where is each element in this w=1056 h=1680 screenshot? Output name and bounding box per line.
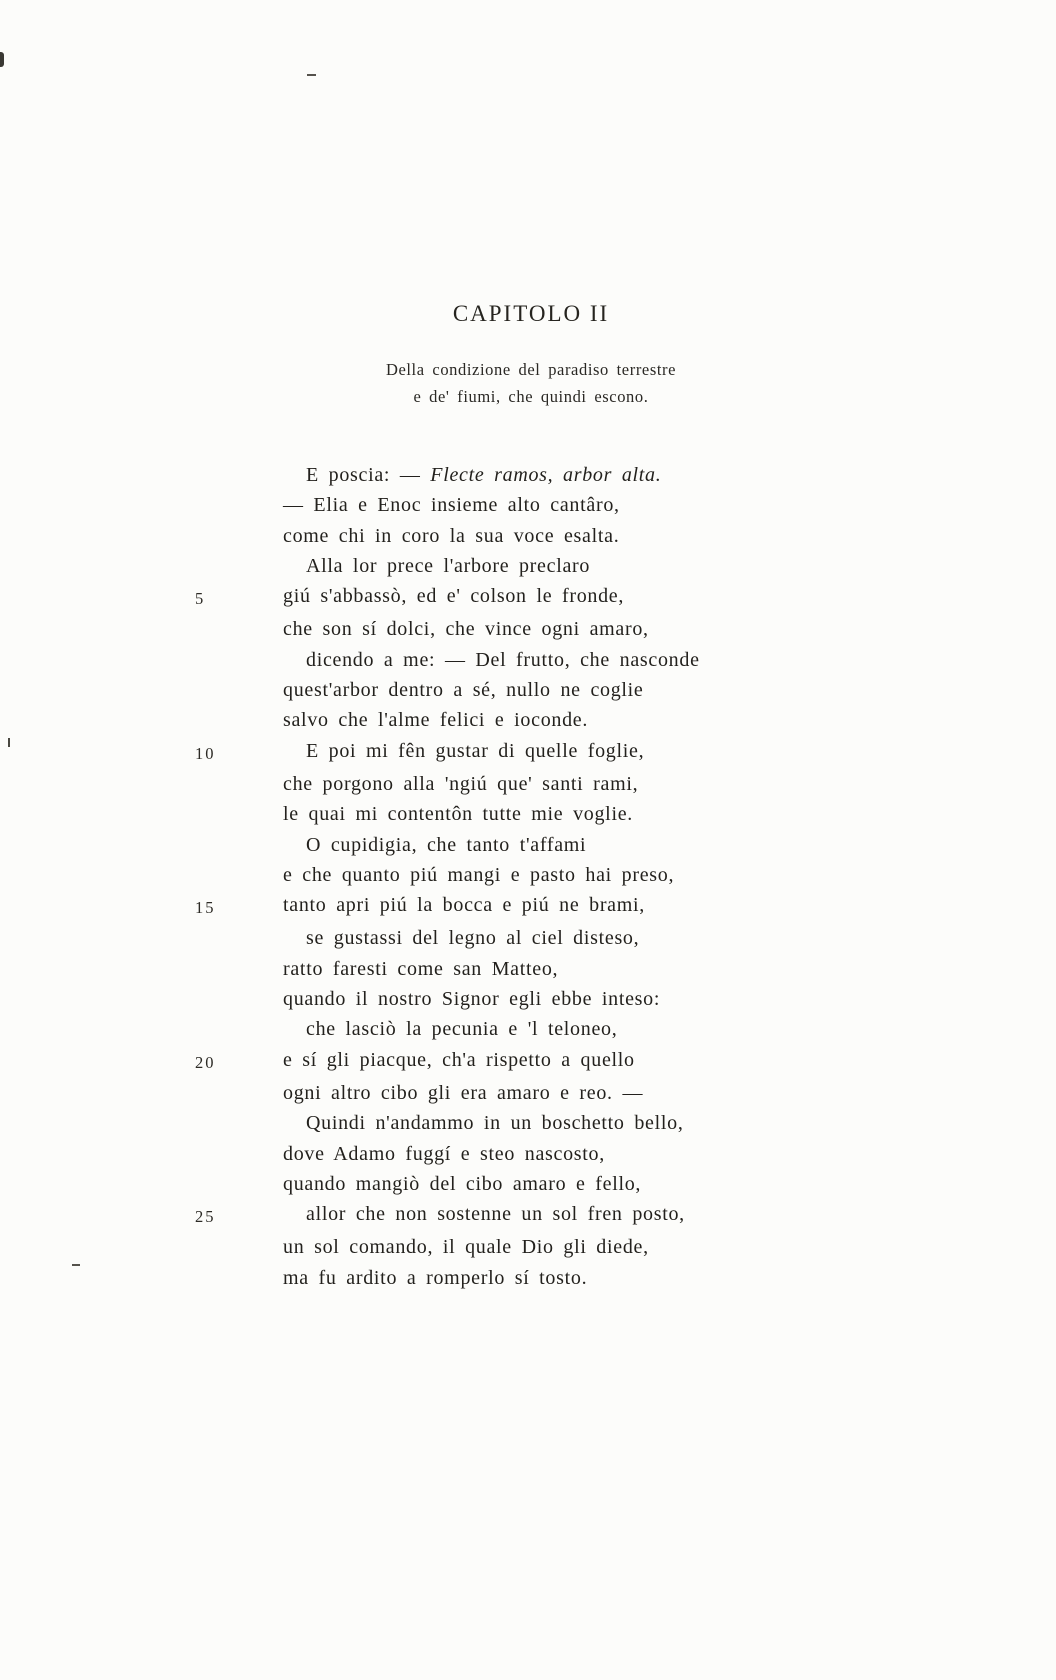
poem-line xyxy=(195,954,700,984)
line-number xyxy=(195,984,283,1014)
line-number xyxy=(195,1014,283,1044)
scan-artifact xyxy=(8,738,10,747)
chapter-subtitle xyxy=(0,356,1056,410)
scan-artifact xyxy=(0,52,4,67)
line-number xyxy=(195,769,283,799)
line-text: ogni altro cibo gli era amaro e reo. — xyxy=(283,1081,644,1104)
poem-line xyxy=(195,614,700,644)
line-number xyxy=(195,551,283,581)
line-text: quando mangiò del cibo amaro e fello, xyxy=(283,1172,642,1195)
line-number xyxy=(195,830,283,860)
line-number: 20 xyxy=(195,1052,216,1072)
line-number xyxy=(195,860,283,890)
line-text: che porgono alla 'ngiú que' santi rami, xyxy=(283,772,639,795)
line-text: quando il nostro Signor egli ebbe inteso: xyxy=(283,988,661,1011)
line-number xyxy=(195,460,283,490)
line-number xyxy=(195,1078,283,1108)
line-text: come chi in coro la sua voce esalta. xyxy=(283,524,620,547)
chapter-title: CAPITOLO II xyxy=(452,301,610,326)
line-text: tanto apri piú la bocca e piú ne brami, xyxy=(283,894,645,917)
line-text: — Elia e Enoc insieme alto cantâro, xyxy=(283,494,620,517)
line-text: ratto faresti come san Matteo, xyxy=(283,957,559,980)
line-number xyxy=(195,1169,283,1199)
line-number xyxy=(195,1108,283,1138)
line-text: salvo che l'alme felici e ioconde. xyxy=(283,709,589,732)
line-number: 25 xyxy=(195,1207,216,1227)
poem-line xyxy=(195,581,700,614)
poem-line xyxy=(195,736,700,769)
line-number xyxy=(195,490,283,520)
line-text: dicendo a me: — Del frutto, che nasconde xyxy=(306,648,700,671)
line-text: giú s'abbassò, ed e' colson le fronde, xyxy=(283,585,625,608)
line-text: Alla lor prece l'arbore preclaro xyxy=(306,554,591,577)
poem-line xyxy=(195,705,700,735)
line-text: E poscia: — Flecte ramos, arbor alta. xyxy=(306,464,662,486)
line-text: se gustassi del legno al ciel disteso, xyxy=(306,927,640,950)
line-text: e che quanto piú mangi e pasto hai preso, xyxy=(283,863,675,886)
line-number xyxy=(195,1232,283,1262)
line-text: che son sí dolci, che vince ogni amaro, xyxy=(283,618,649,641)
poem-line xyxy=(195,984,700,1014)
poem-line xyxy=(195,1263,700,1293)
poem-line xyxy=(195,1139,700,1169)
subtitle-line: Della condizione del paradiso terrestre xyxy=(385,360,677,379)
poem-line xyxy=(195,860,700,890)
poem-line xyxy=(195,490,700,520)
line-number: 15 xyxy=(195,898,216,918)
scan-artifact xyxy=(72,1264,80,1266)
line-number xyxy=(195,705,283,735)
line-number xyxy=(195,1139,283,1169)
line-number: 10 xyxy=(195,743,216,763)
poem xyxy=(195,460,700,1293)
poem-line xyxy=(195,551,700,581)
poem-line xyxy=(195,521,700,551)
line-number xyxy=(195,614,283,644)
poem-line xyxy=(195,1232,700,1262)
line-text: un sol comando, il quale Dio gli diede, xyxy=(283,1236,649,1259)
line-text: E poi mi fên gustar di quelle foglie, xyxy=(306,739,645,762)
poem-line xyxy=(195,1199,700,1232)
line-text: ma fu ardito a romperlo sí tosto. xyxy=(283,1266,588,1289)
poem-line xyxy=(195,830,700,860)
line-text: dove Adamo fuggí e steo nascosto, xyxy=(283,1142,605,1165)
line-number xyxy=(195,521,283,551)
line-text: le quai mi contentôn tutte mie voglie. xyxy=(283,803,633,826)
line-text: O cupidigia, che tanto t'affami xyxy=(306,833,587,856)
line-number xyxy=(195,923,283,953)
poem-line xyxy=(195,1045,700,1078)
line-number xyxy=(195,954,283,984)
poem-line xyxy=(195,1014,700,1044)
line-number xyxy=(195,675,283,705)
line-text: che lasciò la pecunia e 'l teloneo, xyxy=(306,1018,618,1041)
poem-line xyxy=(195,1078,700,1108)
line-text: quest'arbor dentro a sé, nullo ne coglie xyxy=(283,679,644,702)
poem-line xyxy=(195,799,700,829)
line-text: allor che non sostenne un sol fren posto, xyxy=(306,1203,685,1226)
poem-line xyxy=(195,460,700,490)
poem-line xyxy=(195,675,700,705)
poem-line xyxy=(195,923,700,953)
line-text: e sí gli piacque, ch'a rispetto a quello xyxy=(283,1048,635,1071)
scan-artifact xyxy=(307,74,316,76)
line-number xyxy=(195,1263,283,1293)
poem-line xyxy=(195,890,700,923)
line-number: 5 xyxy=(195,589,206,609)
poem-line xyxy=(195,1169,700,1199)
poem-line xyxy=(195,769,700,799)
line-number xyxy=(195,799,283,829)
poem-line xyxy=(195,645,700,675)
poem-line xyxy=(195,1108,700,1138)
subtitle-line: e de' fiumi, che quindi escono. xyxy=(413,387,649,406)
line-number xyxy=(195,645,283,675)
line-text: Quindi n'andammo in un boschetto bello, xyxy=(306,1112,684,1135)
